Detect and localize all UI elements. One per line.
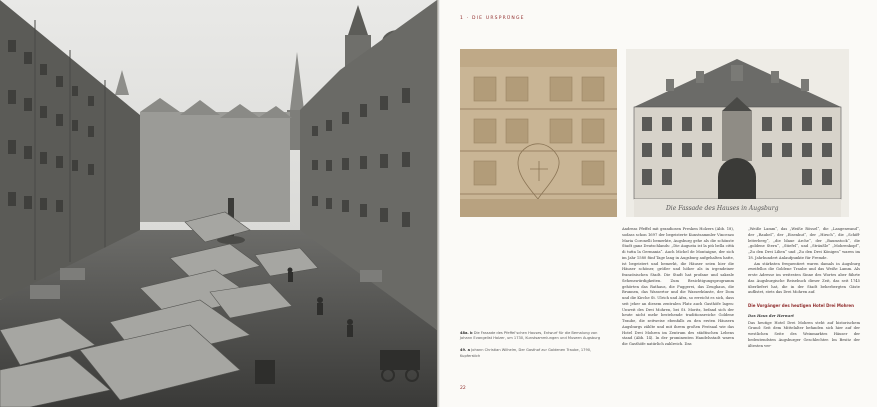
section-subhead-2: Das Haus der Herwart (748, 313, 794, 318)
body-column-1 (622, 227, 734, 348)
caption-1-text: Die Fassade des Pfeffel’schen Hauses, Entwurf für die Bemalung von Johann Evangelist Holzer, um 1730, Kunstsammlungen und Museen Augsburg (460, 331, 601, 341)
caption-2-text: Johann Christian Wilhelm, Der Gasthof zur Goldenen Traube, 1790, Kupferstich (460, 348, 592, 358)
figure-goldene-traube-engraving (626, 49, 849, 217)
caption-2 (460, 348, 610, 358)
caption-1-number: 48a. b (460, 331, 473, 335)
body-paragraph: „Weiße Lamm“, das „Weiße Rössel“, die „Langenwand“, der „Raubel“, der „Eisenhut“, der „Hirsch“, die „Schiff-leiterberg“, „die blaue Arche“, der „Baumstock“, die „goldene Stern“, „Stiefel“, und „Sträußle“ „Mohrenkopf“, „Zu den Drei Lilien“ und „Zu den Drei Königen“ waren im 18. Jahrhundert Anlaufpunkte für Fremde. (748, 227, 860, 260)
engraving-caption-script: Die Fassade des Hauses in Augsburg (666, 205, 779, 212)
caption-1 (460, 331, 610, 341)
left-page-street-photo (0, 0, 437, 407)
page-number: 22 (460, 386, 466, 391)
figure-captions (460, 331, 610, 366)
running-head: 1 · DIE URSPRÜNGE (460, 16, 525, 21)
street-market-photo (0, 0, 437, 407)
body-column-2 (748, 227, 860, 349)
caption-2-number: 49. a (460, 348, 471, 353)
figure-facade-painting (460, 49, 617, 217)
section-subhead: Die Vorgänger des heutigen Hotel Drei Mohren (748, 303, 854, 308)
body-paragraph: Andreas Pfeffel mit grandiosen Fresken Holzers (Abb. 18), sodass schon 1697 der begeisterte Kunstsammler Vincenzo Maria Coronelli bemerkte, Augsburg gehe als die schönste Stadt ganz Deutschlands: „Die Augusta ist la più bella città di tutta la Germania“. Auch Michel de Montaigne, der sich im Jahr 1580 fünf Tage lang in Augsburg aufgehalten hatte, ist begeistert und bemerkt, die Häuser seien hier die Häuser schöner, größer und höher als in irgendeiner französischen Stadt. Die Stadt hat profane und sakrale Sehenswürdigkeiten. Zum Besichtigungsprogramm gehörten das Rathaus, die Fuggerei, das Zeughaus, die Brunnen, das Wassertor und die Wasserkünste, der Dom und die Kirche St. Ulrich und Afra, so erreicht es sich, dass seit jeher an diesem zentralen Platz auch Gasthöfe lagen: Unweit des Drei Mohren, bei St. Moritz, befand sich der heute nicht mehr bestehende traditionsreiche Goldene Traube, die zeitweise ebenfalls zu den ersten Häusern Augsburgs zählte und mit ihrem großen Festsaal wie das Hotel Drei Mohren im Zentrum des städtischen Lebens stand (Abb. 14). In der prominenten Handelsstadt waren die Gasthöfe natürlich zahlreich. Das (622, 227, 734, 346)
body-paragraph: Am stärksten frequentiert waren damals in Augsburg zweifellos die Goldene Traube und das Weiße Lamm. Als erste Adresse im weitesten Sinne des Wortes aber führte das Augsburgische Reisebuch dieser Zeit, das seit 1745 überliefert hat, die in der Stadt beherbergten Gäste auflistet, stets das Drei Mohren auf. (748, 261, 860, 295)
body-paragraph: Das heutige Hotel Drei Mohren steht auf historischem Grund: Seit dem Mittelalter befanden sich hier auf der westlichen Seite des Weinmarktes Häuser der bedeutendsten Augsburger Geschlechter. Im Besitz der ältesten ver- (748, 320, 860, 348)
right-page (440, 0, 877, 407)
